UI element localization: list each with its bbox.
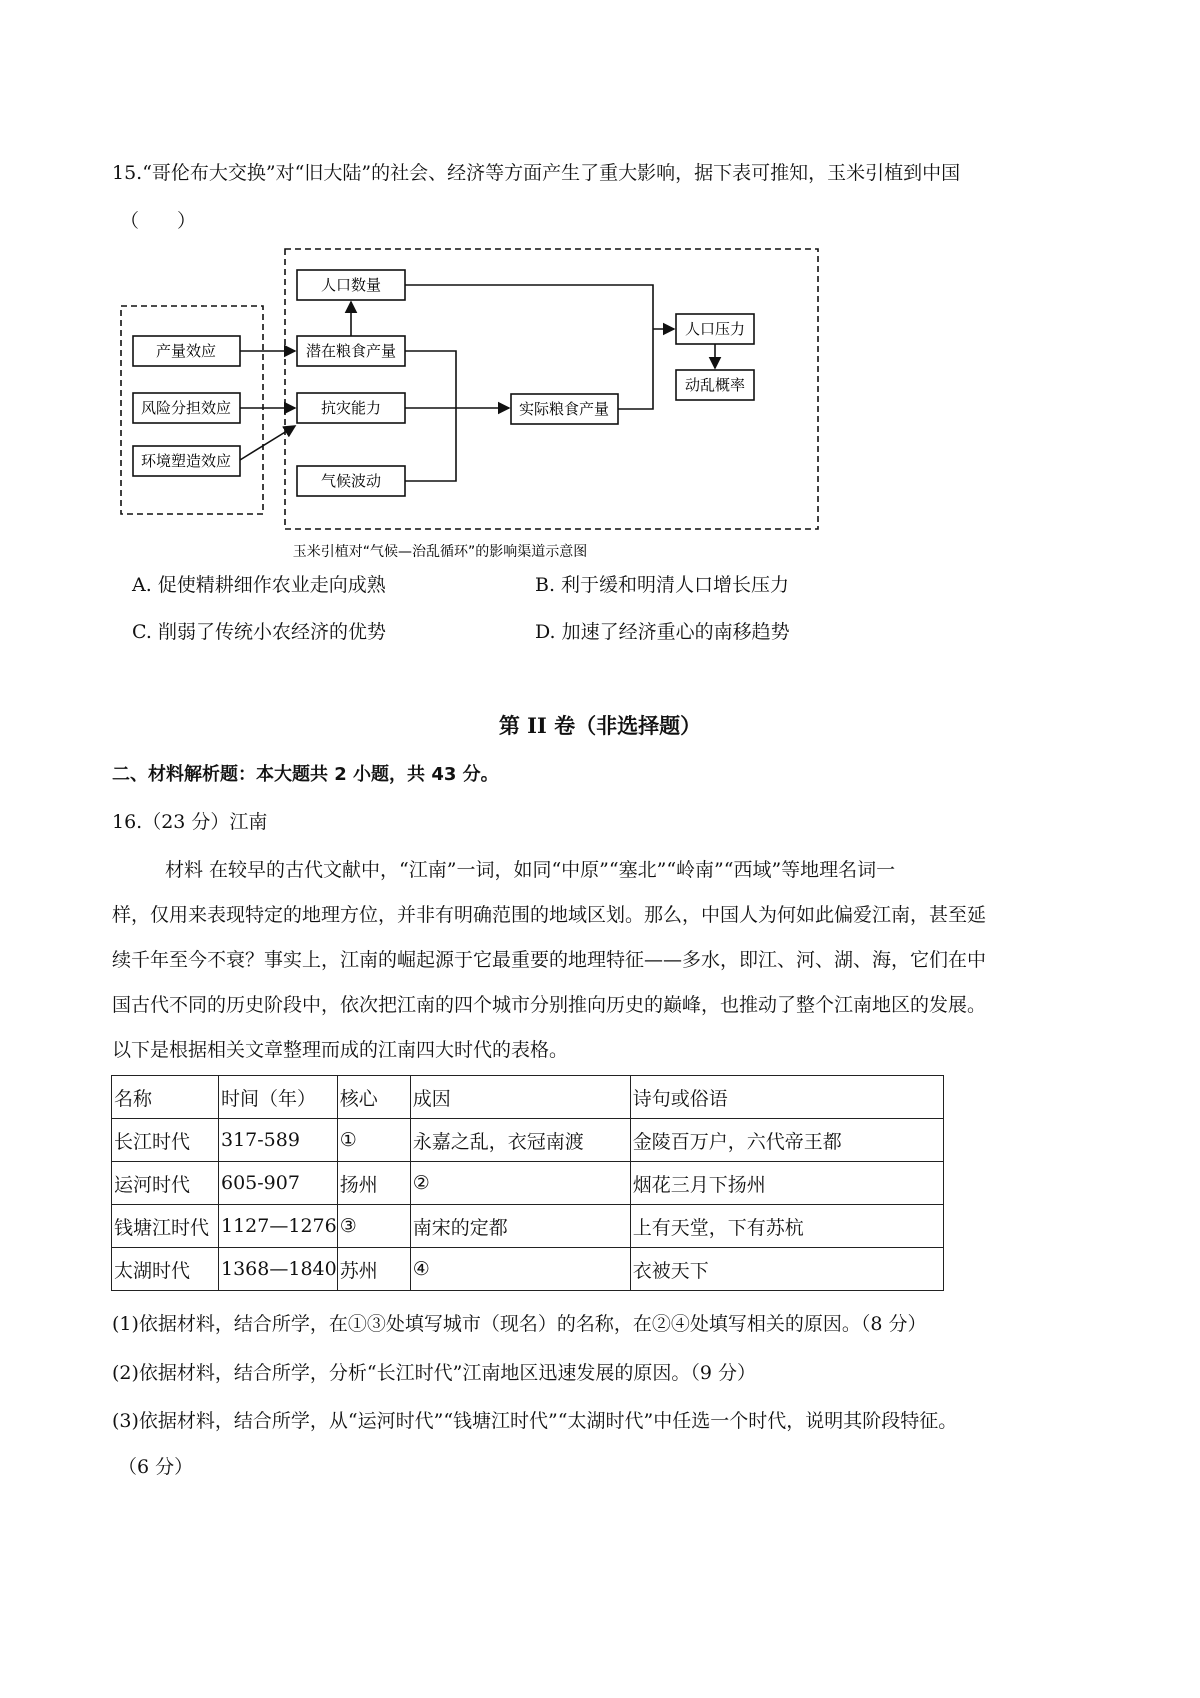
option-c: C. 削弱了传统小农经济的优势 [132,621,386,643]
table-cell: 南宋的定都 [410,1205,630,1248]
box-unrest-probability [676,370,754,400]
box-potential-grain-label: 潜在粮食产量 [305,342,397,360]
table-header-cell: 诗句或俗语 [630,1076,943,1119]
table-row [112,1248,944,1291]
table-cell: 太湖时代 [112,1248,219,1291]
table-cell: 永嘉之乱，衣冠南渡 [410,1119,630,1162]
table-cell: 1127—1276 [219,1205,338,1248]
option-d: D. 加速了经济重心的南移趋势 [535,621,790,643]
box-climate [297,466,405,496]
table-cell: 苏州 [337,1248,410,1291]
table-cell: 烟花三月下扬州 [630,1162,943,1205]
box-unrest-probability-label: 动乱概率 [684,376,746,394]
table-header-cell: 名称 [112,1076,219,1119]
box-population-pressure [676,314,754,344]
box-population [297,270,405,300]
table-cell: 钱塘江时代 [112,1205,219,1248]
box-environment-effect-label: 环境塑造效应 [140,452,232,470]
table-row [112,1162,944,1205]
diagram-arrows [240,285,715,481]
box-risk-effect [133,393,240,423]
table-cell: 上有天堂，下有苏杭 [630,1205,943,1248]
passage-line: 国古代不同的历史阶段中，依次把江南的四个城市分别推向历史的巅峰，也推动了整个江南地区的发展。 [112,994,987,1016]
sub-question-2: (2)依据材料，结合所学，分析“长江时代”江南地区迅速发展的原因。（9 分） [112,1362,756,1384]
box-population-pressure-label: 人口压力 [684,320,746,338]
part-heading: 二、材料解析题：本大题共 2 小题，共 43 分。 [112,764,499,785]
arrow-environment-to-resistance [240,426,295,460]
section-title: 第 II 卷（非选择题） [498,713,702,738]
table-cell: 运河时代 [112,1162,219,1205]
box-yield-effect-label: 产量效应 [155,342,217,360]
box-disaster-resistance [297,393,405,423]
box-risk-effect-label: 风险分担效应 [140,399,232,417]
table-cell: ② [410,1162,630,1205]
table-header-cell: 核心 [337,1076,410,1119]
table-cell: 衣被天下 [630,1248,943,1291]
table-header-cell: 时间（年） [219,1076,338,1119]
box-population-label: 人口数量 [320,276,382,294]
sub-question-3: (3)依据材料，结合所学，从“运河时代”“钱塘江时代”“太湖时代”中任选一个时代，说明其阶段特征。 [112,1410,958,1432]
box-climate-label: 气候波动 [320,472,382,490]
box-yield-effect [133,336,240,366]
table-cell: ③ [337,1205,410,1248]
box-environment-effect [133,446,240,476]
passage-line: 续千年至今不衰？事实上，江南的崛起源于它最重要的地理特征——多水，即江、河、湖、海，它们在中 [112,949,987,971]
table-cell: 扬州 [337,1162,410,1205]
table-row [112,1119,944,1162]
table-cell: 1368—1840 [219,1248,338,1291]
material-passage [112,848,1092,1073]
sub-question-1: (1)依据材料，结合所学，在①③处填写城市（现名）的名称，在②④处填写相关的原因。（8 分） [112,1313,927,1335]
box-actual-grain [511,394,618,424]
diagram-caption: 玉米引植对“气候—治乱循环”的影响渠道示意图 [292,544,588,560]
table-cell: 长江时代 [112,1119,219,1162]
jiangnan-eras-table [111,1075,944,1291]
table-row [112,1205,944,1248]
arrow-actual-to-pressure [618,329,653,409]
question-15-stem: 15.“哥伦布大交换”对“旧大陆”的社会、经济等方面产生了重大影响，据下表可推知，玉米引植到中国 [112,162,961,184]
table-cell: ④ [410,1248,630,1291]
passage-line: 以下是根据相关文章整理而成的江南四大时代的表格。 [112,1039,569,1061]
table-header-row [112,1076,944,1119]
passage-line: 材料 在较早的古代文献中，“江南”一词，如同“中原”“塞北”“岭南”“西域”等地理名词一 [165,859,896,881]
box-actual-grain-label: 实际粮食产量 [518,400,610,418]
table-cell: 605-907 [219,1162,338,1205]
question-15-answer-brackets: （ ） [120,210,197,232]
influence-channel-diagram [120,248,820,566]
table-cell: 金陵百万户，六代帝王都 [630,1119,943,1162]
sub-question-3-points: （6 分） [118,1456,194,1478]
option-b: B. 利于缓和明清人口增长压力 [535,574,790,596]
box-disaster-resistance-label: 抗灾能力 [320,399,382,417]
bracket-to-actual-grain [405,351,456,481]
arrow-population-path [405,285,653,329]
table-header-cell: 成因 [410,1076,630,1119]
table-cell: ① [337,1119,410,1162]
table-cell: 317-589 [219,1119,338,1162]
question-16-heading: 16.（23 分）江南 [112,811,268,833]
option-a: A. 促使精耕细作农业走向成熟 [132,574,386,596]
passage-line: 样，仅用来表现特定的地理方位，并非有明确范围的地域区划。那么，中国人为何如此偏爱江南，甚至延 [112,904,987,926]
box-potential-grain [297,336,405,366]
